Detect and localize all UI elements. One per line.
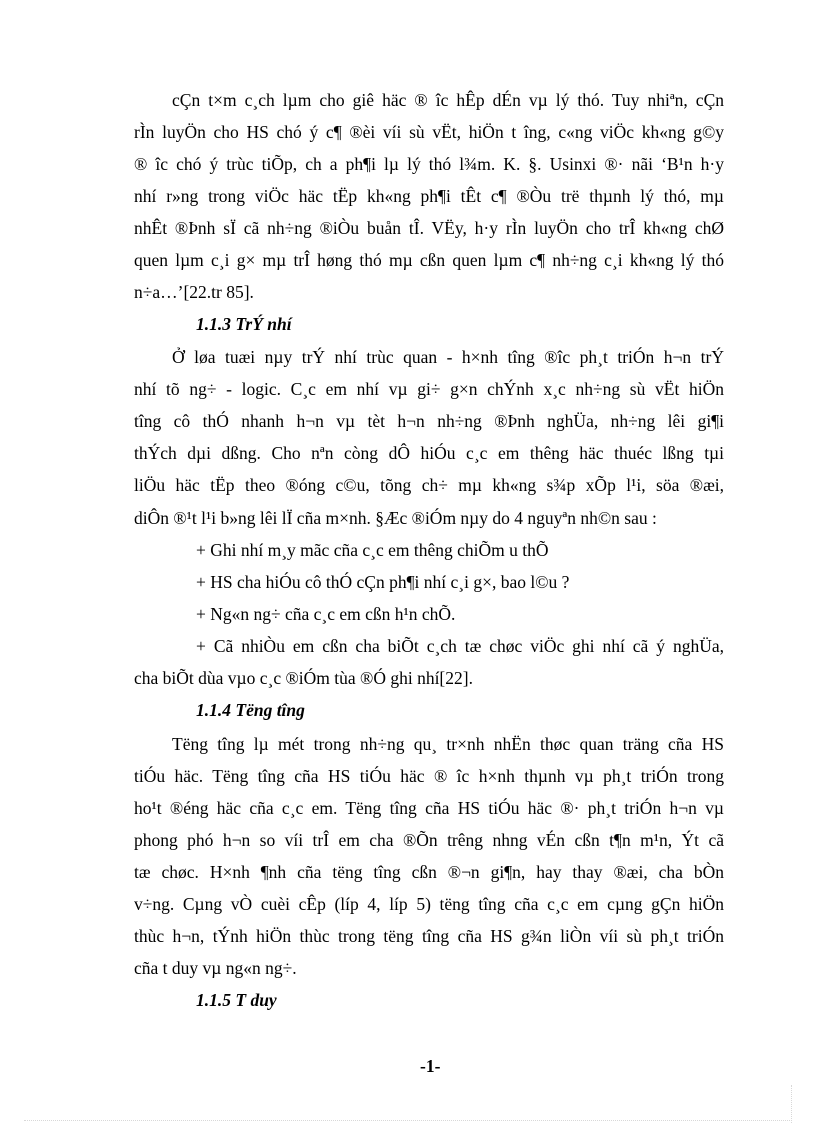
text-line: quen lµm c¸i g× mµ trÎ høng thó mµ cßn quen lµm c¶ nh÷ng c¸i kh«ng lý thó: [134, 250, 724, 270]
page-number: -1-: [420, 1056, 441, 1076]
text-line: thÝch dµi dßng. Cho nªn còng dÔ hiÓu c¸c em thêng häc thuéc lßng tµi: [134, 443, 724, 463]
page-border-bottom: [24, 1120, 792, 1121]
text-line: tæ chøc. H×nh ¶nh cña tëng tîng cßn ®¬n gi¶n, hay thay ®æi, cha bÒn: [134, 862, 724, 882]
section-heading: 1.1.4 Tëng tîng: [196, 700, 305, 720]
text-line: cÇn t×m c¸ch lµm cho giê häc ® îc hÊp dÉn vµ lý thó. Tuy nhiªn, cÇn: [172, 90, 724, 110]
text-line: ho¹t ®éng häc cña c¸c em. Tëng tîng cña HS tiÓu häc ®· ph¸t triÓn h¬n vµ: [134, 798, 724, 818]
section-heading: 1.1.5 T duy: [196, 990, 277, 1010]
text-line: diÔn ®¹t l¹i b»ng lêi lÏ cña m×nh. §Æc ®iÓm nµy do 4 nguyªn nh©n sau :: [134, 508, 657, 528]
page-border-right: [791, 1085, 792, 1123]
text-line: rÌn luyÖn cho HS chó ý c¶ ®èi víi sù vËt, hiÖn t îng, c«ng viÖc kh«ng g©y: [134, 122, 724, 142]
text-line: Tëng tîng lµ mét trong nh÷ng qu¸ tr×nh nhËn thøc quan träng cña HS: [172, 734, 724, 754]
text-line: liÖu häc tËp theo ®óng c©u, tõng ch÷ mµ kh«ng s¾p xÕp l¹i, söa ®æi,: [134, 475, 724, 495]
text-line: ® îc chó ý trùc tiÕp, ch a ph¶i lµ lý thó l¾m. K. §. Usinxi ®· nãi ‘B¹n h·y: [134, 154, 724, 174]
text-line: nhí tõ ng÷ - logic. C¸c em nhí vµ gi÷ g×n chÝnh x¸c nh÷ng sù vËt hiÖn: [134, 379, 724, 399]
list-item: + HS cha hiÓu cô thÓ cÇn ph¶i nhí c¸i g×, bao l©u ?: [196, 572, 570, 592]
list-item: + Ghi nhí m¸y mãc cña c¸c em thêng chiÕm u thÕ: [196, 540, 549, 560]
text-line: n÷a…’[22.tr 85].: [134, 282, 254, 302]
text-line: nhí r»ng trong viÖc häc tËp kh«ng ph¶i tÊt c¶ ®Òu trë thµnh lý thó, mµ: [134, 186, 724, 206]
text-line: Ở løa tuæi nµy trÝ nhí trùc quan - h×nh tîng ®îc ph¸t triÓn h¬n trÝ: [172, 347, 724, 367]
section-heading: 1.1.3 TrÝ nhí: [196, 314, 292, 334]
list-item: + Ng«n ng÷ cña c¸c em cßn h¹n chÕ.: [196, 604, 456, 624]
text-line: cha biÕt dùa vµo c¸c ®iÓm tùa ®Ó ghi nhí[22].: [134, 668, 473, 688]
text-line: tiÓu häc. Tëng tîng cña HS tiÓu häc ® îc h×nh thµnh vµ ph¸t triÓn trong: [134, 766, 724, 786]
list-item: + Cã nhiÒu em cßn cha biÕt c¸ch tæ chøc viÖc ghi nhí cã ý nghÜa,: [196, 636, 724, 656]
text-line: tîng cô thÓ nhanh h¬n vµ tèt h¬n nh÷ng ®Þnh nghÜa, nh÷ng lêi gi¶i: [134, 411, 724, 431]
text-line: thùc h¬n, tÝnh hiÖn thùc trong tëng tîng cña HS g¾n liÒn víi sù ph¸t triÓn: [134, 926, 724, 946]
text-line: nhÊt ®Þnh sÏ cã nh÷ng ®iÒu buån tÎ. VËy, h·y rÌn luyÖn cho trÎ kh«ng chØ: [134, 218, 724, 238]
text-line: phong phó h¬n so víi trÎ em cha ®Õn trêng nhng vÉn cßn t¶n m¹n, Ýt cã: [134, 830, 724, 850]
text-line: cña t duy vµ ng«n ng÷.: [134, 958, 297, 978]
text-line: v÷ng. Cµng vÒ cuèi cÊp (líp 4, líp 5) tëng tîng cña c¸c em cµng gÇn hiÖn: [134, 894, 724, 914]
